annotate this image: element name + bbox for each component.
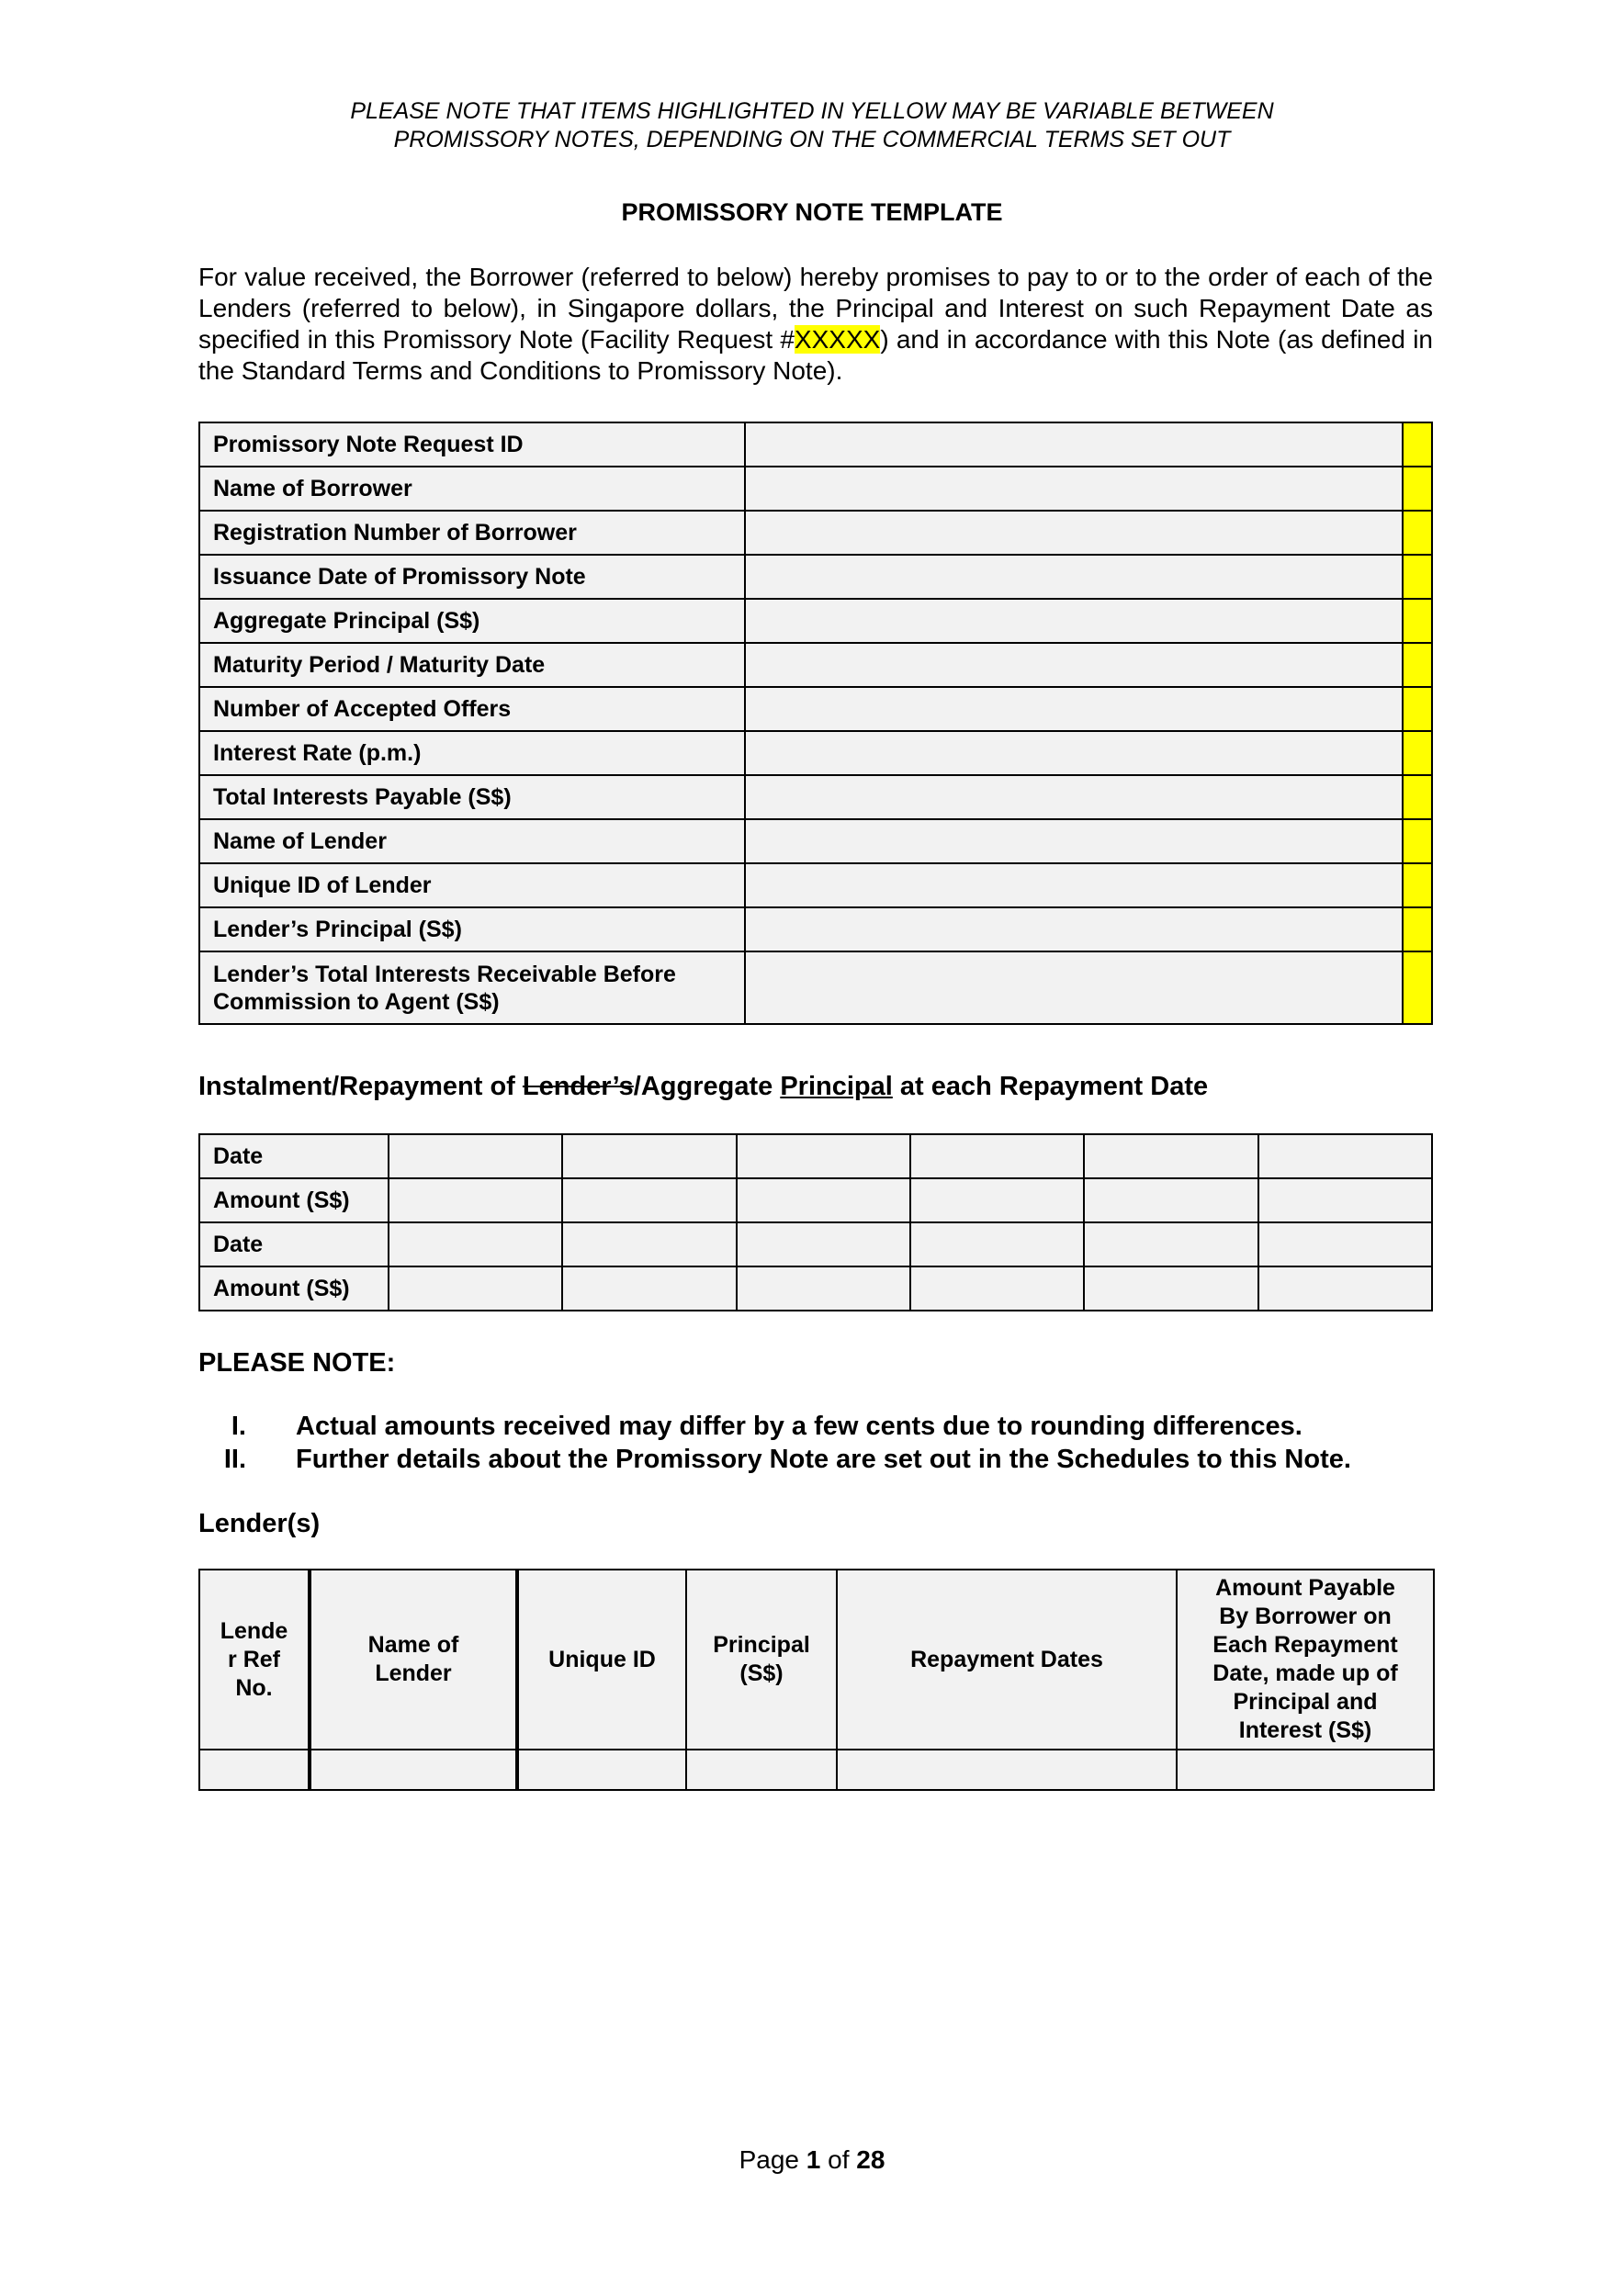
header-line: Each Repayment (1212, 1632, 1398, 1658)
field-label-line: Commission to Agent (S$) (213, 988, 500, 1015)
field-value[interactable] (745, 467, 1403, 511)
table-cell[interactable] (562, 1266, 736, 1311)
field-value[interactable] (745, 555, 1403, 599)
table-cell[interactable] (1258, 1266, 1432, 1311)
field-value[interactable] (745, 643, 1403, 687)
column-header-lender-name (310, 1570, 517, 1750)
header-line: Principal and (1233, 1689, 1378, 1715)
row-label: Amount (S$) (199, 1266, 389, 1311)
variable-highlight (1403, 687, 1432, 731)
table-cell[interactable] (562, 1178, 736, 1222)
table-cell[interactable] (389, 1222, 562, 1266)
notice-line-1: PLEASE NOTE THAT ITEMS HIGHLIGHTED IN YELLOW MAY BE VARIABLE BETWEEN (350, 98, 1274, 124)
header-line: Amount Payable (1215, 1575, 1395, 1601)
field-label: Maturity Period / Maturity Date (199, 643, 745, 687)
column-header-amount-payable (1177, 1570, 1434, 1750)
page-footer (0, 2144, 1624, 2176)
field-value[interactable] (745, 422, 1403, 467)
field-value[interactable] (745, 863, 1403, 907)
field-value[interactable] (745, 731, 1403, 775)
field-label: Issuance Date of Promissory Note (199, 555, 745, 599)
heading-part: Instalment/Repayment of (198, 1072, 523, 1101)
table-cell[interactable] (1084, 1266, 1257, 1311)
table-cell[interactable] (1084, 1222, 1257, 1266)
table-row (199, 643, 1432, 687)
table-cell[interactable] (199, 1750, 310, 1790)
table-cell[interactable] (1258, 1134, 1432, 1178)
table-row (199, 599, 1432, 643)
table-row (199, 422, 1432, 467)
variable-highlight (1403, 863, 1432, 907)
field-label: Promissory Note Request ID (199, 422, 745, 467)
row-label: Date (199, 1222, 389, 1266)
header-line: (S$) (739, 1660, 784, 1686)
field-value[interactable] (745, 687, 1403, 731)
list-item-number: I. (231, 1412, 246, 1441)
notes-list (198, 1410, 1433, 1476)
table-row (199, 951, 1432, 1024)
field-label: Registration Number of Borrower (199, 511, 745, 555)
row-label: Date (199, 1134, 389, 1178)
variable-highlight (1403, 467, 1432, 511)
table-cell[interactable] (562, 1134, 736, 1178)
table-cell[interactable] (910, 1222, 1084, 1266)
table-row (199, 511, 1432, 555)
table-cell[interactable] (389, 1178, 562, 1222)
header-line: Principal (713, 1632, 810, 1658)
variable-highlight (1403, 599, 1432, 643)
field-label-line: Lender’s Total Interests Receivable Before (213, 961, 676, 987)
table-row (199, 1222, 1432, 1266)
heading-part: at each Repayment Date (892, 1072, 1209, 1101)
field-label: Interest Rate (p.m.) (199, 731, 745, 775)
header-line: Lender (375, 1660, 452, 1686)
variable-highlight (1403, 511, 1432, 555)
document-title: PROMISSORY NOTE TEMPLATE (621, 198, 1003, 226)
variability-notice (0, 97, 1624, 154)
list-item-text: Actual amounts received may differ by a few cents due to rounding differences. (296, 1412, 1303, 1441)
list-item (198, 1410, 1433, 1443)
footer-page-total: 28 (856, 2145, 885, 2174)
header-line: Date, made up of (1212, 1660, 1398, 1686)
variable-highlight (1403, 951, 1432, 1024)
table-row (199, 819, 1432, 863)
intro-paragraph (198, 262, 1433, 387)
table-cell[interactable] (562, 1222, 736, 1266)
column-header-repayment-dates: Repayment Dates (837, 1570, 1177, 1750)
table-row (199, 687, 1432, 731)
row-label: Amount (S$) (199, 1178, 389, 1222)
table-row (199, 1134, 1432, 1178)
table-cell[interactable] (910, 1178, 1084, 1222)
table-row (199, 555, 1432, 599)
table-cell[interactable] (737, 1222, 910, 1266)
table-cell[interactable] (517, 1750, 686, 1790)
variable-highlight (1403, 907, 1432, 951)
list-item-text: Further details about the Promissory Note are set out in the Schedules to this Note. (296, 1445, 1351, 1474)
field-value[interactable] (745, 907, 1403, 951)
footer-page-word: Page (739, 2145, 799, 2174)
table-row (199, 775, 1432, 819)
field-label: Aggregate Principal (S$) (199, 599, 745, 643)
header-line: By Borrower on (1219, 1604, 1392, 1629)
field-value[interactable] (745, 819, 1403, 863)
repayment-schedule-table (198, 1133, 1433, 1311)
field-label: Number of Accepted Offers (199, 687, 745, 731)
column-header-principal (686, 1570, 837, 1750)
lenders-table (198, 1569, 1435, 1791)
table-row (199, 731, 1432, 775)
table-cell[interactable] (310, 1750, 517, 1790)
variable-highlight (1403, 643, 1432, 687)
table-cell[interactable] (1258, 1178, 1432, 1222)
please-note-heading: PLEASE NOTE: (198, 1348, 396, 1378)
field-value[interactable] (745, 599, 1403, 643)
heading-underlined: Principal (780, 1072, 893, 1101)
table-cell[interactable] (1258, 1222, 1432, 1266)
table-cell[interactable] (1084, 1134, 1257, 1178)
heading-part: /Aggregate (633, 1072, 781, 1101)
field-label: Name of Lender (199, 819, 745, 863)
table-cell[interactable] (910, 1266, 1084, 1311)
table-cell[interactable] (910, 1134, 1084, 1178)
table-cell[interactable] (837, 1750, 1177, 1790)
lenders-heading: Lender(s) (198, 1509, 321, 1538)
variable-highlight (1403, 555, 1432, 599)
list-item (198, 1443, 1433, 1476)
table-cell[interactable] (737, 1134, 910, 1178)
footer-of-word: of (828, 2145, 850, 2174)
table-cell[interactable] (1177, 1750, 1434, 1790)
table-row (199, 1750, 1434, 1790)
table-header-row (199, 1570, 1434, 1750)
table-cell[interactable] (1084, 1178, 1257, 1222)
field-label: Unique ID of Lender (199, 863, 745, 907)
field-value[interactable] (745, 951, 1403, 1024)
table-cell[interactable] (389, 1134, 562, 1178)
header-line: No. (235, 1674, 273, 1701)
variable-highlight (1403, 731, 1432, 775)
footer-page-number: 1 (806, 2145, 821, 2174)
header-line: Name of (367, 1632, 459, 1658)
column-header-lender-ref (199, 1570, 310, 1750)
variable-highlight (1403, 775, 1432, 819)
intro-text-after: ) and in accordance with this Note (as defined in the Standard Terms and Conditions to Promissory Note). (198, 325, 1433, 385)
field-label: Total Interests Payable (S$) (199, 775, 745, 819)
table-cell[interactable] (686, 1750, 837, 1790)
table-row (199, 1178, 1432, 1222)
intro-text-before: For value received, the Borrower (referred to below) hereby promises to pay to or to the order of each of the Lenders (referred to below), in Singapore dollars, the Principal and Interest on such Repayment Date as specified in this Promissory Note (Facility Request # (198, 263, 1433, 354)
header-line: Lende (220, 1617, 288, 1644)
table-row (199, 467, 1432, 511)
facility-request-placeholder[interactable]: XXXXX (794, 325, 881, 354)
field-value[interactable] (745, 775, 1403, 819)
heading-strikethrough: Lender’s (522, 1072, 634, 1101)
variable-highlight (1403, 819, 1432, 863)
repayment-schedule-heading (198, 1070, 1208, 1103)
table-cell[interactable] (737, 1266, 910, 1311)
list-item-number: II. (223, 1445, 246, 1474)
table-row (199, 1266, 1432, 1311)
notice-line-2: PROMISSORY NOTES, DEPENDING ON THE COMMERCIAL TERMS SET OUT (393, 127, 1231, 152)
table-row (199, 863, 1432, 907)
field-label: Lender’s Principal (S$) (199, 907, 745, 951)
header-line: Interest (S$) (1238, 1717, 1372, 1743)
field-label (199, 951, 745, 1024)
table-cell[interactable] (389, 1266, 562, 1311)
header-line: r Ref (228, 1646, 280, 1672)
column-header-unique-id: Unique ID (517, 1570, 686, 1750)
field-label: Name of Borrower (199, 467, 745, 511)
table-cell[interactable] (737, 1178, 910, 1222)
field-value[interactable] (745, 511, 1403, 555)
variable-highlight (1403, 422, 1432, 467)
table-row (199, 907, 1432, 951)
promissory-note-details-table (198, 422, 1433, 1025)
